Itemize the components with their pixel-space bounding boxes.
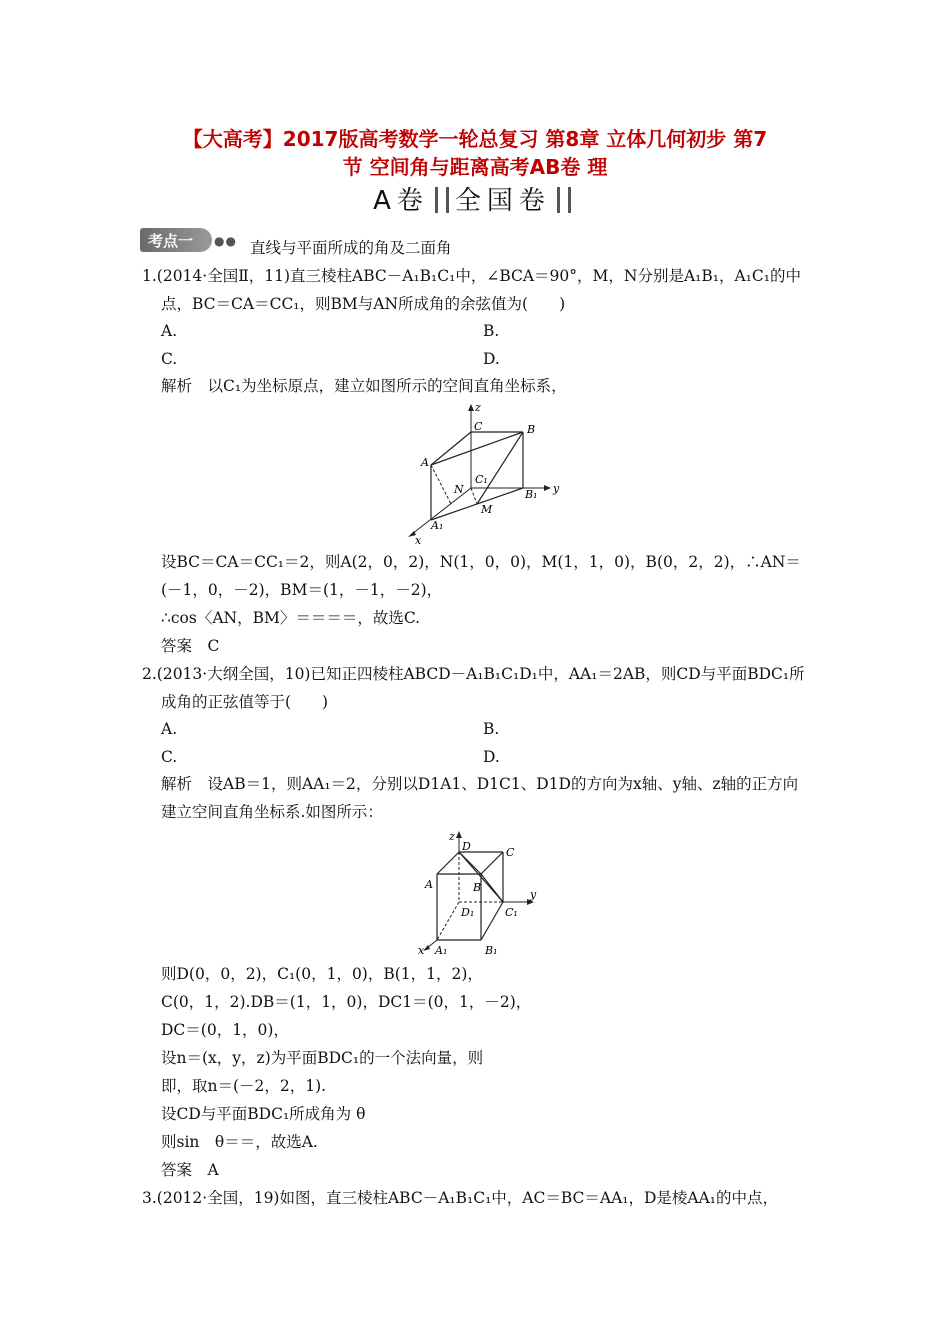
q3-stem-line1: 3.(2012·全国，19)如图，直三棱柱ABC－A₁B₁C₁中，AC＝BC＝AA₁，D是棱AA₁的中点， <box>142 1189 779 1207</box>
q1-stem-line1: 1.(2014·全国Ⅱ，11)直三棱柱ABC－A₁B₁C₁中，∠BCA＝90°，M，N分别是A₁B₁，A₁C₁的中 <box>142 267 801 285</box>
q2-solution-line7: 则sin θ＝＝，故选A. <box>161 1133 318 1151</box>
q1-solution-line2: (－1，0，－2)，BM＝(1，－1，－2)， <box>161 581 443 599</box>
volume-label <box>0 180 950 217</box>
q1-answer: 答案 C <box>161 637 220 655</box>
q2-stem-line1: 2.(2013·大纲全国，10)已知正四棱柱ABCD－A₁B₁C₁D₁中，AA₁＝2AB，则CD与平面BDC₁所 <box>142 665 805 683</box>
q2-solution-line1: 则D(0，0，2)，C₁(0，1，0)，B(1，1，2)， <box>161 965 483 983</box>
q2-solution-line5: 即，取n＝(－2，2，1). <box>161 1077 327 1095</box>
q2-prism-svg <box>415 828 550 958</box>
section-badge <box>140 228 237 252</box>
q2-fig-label-d1: D₁ <box>461 906 475 919</box>
q2-fig-label-a1: A₁ <box>435 944 448 957</box>
q2-analysis-line2: 建立空间直角坐标系.如图所示： <box>161 803 383 821</box>
q1-fig-label-y: y <box>553 482 560 495</box>
q2-option-b: B. <box>483 720 500 738</box>
q2-option-d: D. <box>483 748 500 766</box>
section-heading: 直线与平面所成的角及二面角 <box>250 239 452 257</box>
q2-stem-line2: 成角的正弦值等于( ) <box>161 693 329 711</box>
q2-fig-label-c1: C₁ <box>505 906 518 919</box>
volume-label-right: 全国卷 <box>454 186 551 216</box>
q1-fig-label-b: B <box>527 423 536 436</box>
divider-bars-icon <box>557 187 571 213</box>
section-badge-text: 考点一 <box>148 232 194 250</box>
q2-option-c: C. <box>161 748 178 766</box>
q1-fig-label-c: C <box>474 420 483 433</box>
q1-analysis: 解析 以C₁为坐标原点，建立如图所示的空间直角坐标系， <box>161 377 567 395</box>
q2-solution-line3: DC＝(0，1，0)， <box>161 1021 289 1039</box>
q1-prism-svg <box>405 400 575 548</box>
q1-solution-line1: 设BC＝CA＝CC₁＝2，则A(2，0，2)，N(1，0，0)，M(1，1，0)，B(0，2，2)，∴AN＝ <box>161 553 801 571</box>
q2-answer: 答案 A <box>161 1161 219 1179</box>
badge-dots: ●● <box>214 234 237 248</box>
q1-fig-label-m: M <box>481 503 493 516</box>
q1-option-b: B. <box>483 322 500 340</box>
volume-label-left: A卷 <box>373 186 429 216</box>
q2-fig-label-b: B <box>473 881 482 894</box>
q2-fig-label-c: C <box>506 846 515 859</box>
q1-option-d: D. <box>483 350 500 368</box>
q2-analysis-line1: 解析 设AB＝1，则AA₁＝2，分别以D1A1、D1C1、D1D的方向为x轴、y轴、z轴的正方向 <box>161 775 799 793</box>
q1-fig-label-x: x <box>415 534 422 547</box>
q2-prism-figure <box>415 828 550 958</box>
document-title-line1: 【大高考】2017版高考数学一轮总复习 第8章 立体几何初步 第7 <box>182 127 768 151</box>
q1-fig-label-n: N <box>454 483 464 496</box>
q2-option-a: A. <box>161 720 178 738</box>
q1-fig-label-a: A <box>421 456 429 469</box>
divider-bars-icon <box>435 187 449 213</box>
q1-fig-label-b1: B₁ <box>525 488 538 501</box>
q1-fig-label-a1: A₁ <box>431 519 444 532</box>
q1-option-a: A. <box>161 322 178 340</box>
q1-stem-line2: 点，BC＝CA＝CC₁，则BM与AN所成角的余弦值为( ) <box>161 295 566 313</box>
q2-solution-line4: 设n＝(x，y，z)为平面BDC₁的一个法向量，则 <box>161 1049 484 1067</box>
q1-fig-label-z: z <box>475 401 481 414</box>
q2-fig-label-a: A <box>425 878 433 891</box>
q2-solution-line2: C(0，1，2).DB＝(1，1，0)，DC1＝(0，1，－2)， <box>161 993 532 1011</box>
q2-fig-label-d: D <box>462 840 471 853</box>
q2-solution-line6: 设CD与平面BDC₁所成角为 θ <box>161 1105 366 1123</box>
q1-prism-figure <box>405 400 575 548</box>
q2-fig-label-z: z <box>449 830 455 843</box>
q1-fig-label-c1: C₁ <box>475 473 488 486</box>
q2-fig-label-b1: B₁ <box>485 944 498 957</box>
q2-fig-label-y: y <box>530 888 537 901</box>
q1-solution-line3: ∴cos〈AN，BM〉＝＝＝＝，故选C. <box>161 609 421 627</box>
q1-option-c: C. <box>161 350 178 368</box>
document-title-line2: 节 空间角与距离高考AB卷 理 <box>342 155 608 179</box>
q2-fig-label-x: x <box>418 944 425 957</box>
